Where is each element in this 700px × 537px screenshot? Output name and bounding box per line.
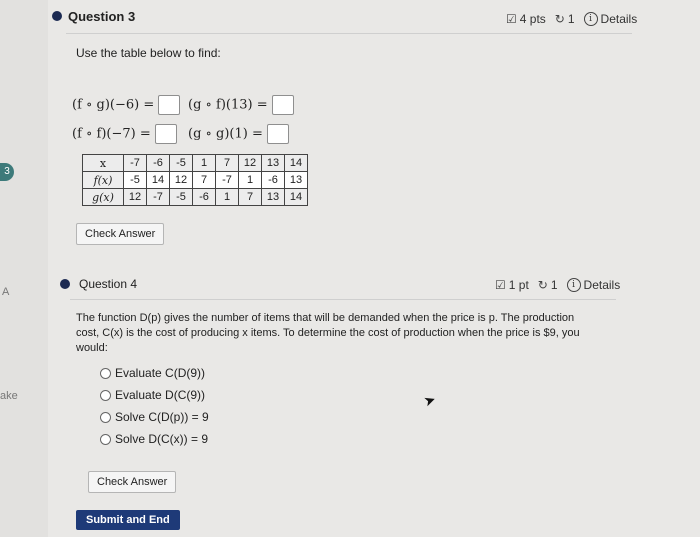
info-icon[interactable]: i xyxy=(584,12,598,26)
prompt-line: cost, C(x) is the cost of producing x items. To determine the cost of production when the price is $9, you xyxy=(76,327,580,339)
attempts-icon: ↻ xyxy=(554,12,565,26)
table-header-cell: g(x) xyxy=(83,189,124,206)
option-label: Solve C(D(p)) = 9 xyxy=(115,410,209,424)
check-answer-button-q4[interactable]: Check Answer xyxy=(88,471,176,493)
mouse-cursor-icon: ➤ xyxy=(421,390,438,410)
expression-gof xyxy=(188,95,294,115)
table-cell: -6 xyxy=(147,155,170,172)
question-3-prompt: Use the table below to find: xyxy=(76,46,221,60)
question-3-meta xyxy=(506,12,637,26)
table-cell: -6 xyxy=(193,189,216,206)
expression-fog xyxy=(72,95,180,115)
info-icon[interactable]: i xyxy=(567,278,581,292)
table-cell: 14 xyxy=(285,155,308,172)
table-cell: -6 xyxy=(262,172,285,189)
attempts-label: 1 xyxy=(567,12,575,26)
divider xyxy=(70,299,616,300)
expression-text: (f ∘ f)(−7) = xyxy=(72,126,151,142)
table-header-cell: x xyxy=(83,155,124,172)
table-cell: 12 xyxy=(170,172,193,189)
table-cell: 13 xyxy=(262,189,285,206)
points-checkbox-icon: ☑ xyxy=(495,278,506,292)
expression-text: (g ∘ g)(1) = xyxy=(188,126,263,142)
attempts-icon: ↻ xyxy=(537,278,548,292)
left-edge-strip xyxy=(0,0,48,537)
table-cell: 1 xyxy=(193,155,216,172)
table-cell: 14 xyxy=(285,189,308,206)
table-header-cell: f(x) xyxy=(83,172,124,189)
submit-and-end-button[interactable]: Submit and End xyxy=(76,510,180,530)
expression-gog xyxy=(188,124,289,144)
details-link[interactable]: Details xyxy=(583,278,621,292)
table-cell: 7 xyxy=(239,189,262,206)
expression-text: (g ∘ f)(13) = xyxy=(188,97,268,113)
question-3-title: Question 3 xyxy=(68,9,136,24)
option-label: Evaluate D(C(9)) xyxy=(115,388,206,402)
radio-button[interactable] xyxy=(100,390,111,401)
question-4-meta xyxy=(495,278,620,292)
table-cell: 1 xyxy=(239,172,262,189)
check-answer-button-q3[interactable]: Check Answer xyxy=(76,223,164,245)
option-evaluate-d-of-c[interactable] xyxy=(100,388,205,402)
option-label: Solve D(C(x)) = 9 xyxy=(115,432,209,446)
edge-text: A xyxy=(2,286,10,298)
table-cell: 12 xyxy=(124,189,147,206)
prompt-line: would: xyxy=(76,342,108,354)
question-bullet xyxy=(52,11,62,21)
question-number-badge[interactable]: 3 xyxy=(0,163,14,181)
table-cell: 7 xyxy=(193,172,216,189)
option-solve-d-of-c[interactable] xyxy=(100,432,208,446)
table-row xyxy=(83,155,308,172)
table-cell: -5 xyxy=(170,155,193,172)
answer-input-fog[interactable] xyxy=(158,95,180,115)
option-label: Evaluate C(D(9)) xyxy=(115,366,206,380)
points-label: 1 pt xyxy=(508,278,529,292)
question-bullet xyxy=(60,279,70,289)
table-row xyxy=(83,189,308,206)
question-4-title: Question 4 xyxy=(79,277,138,291)
table-cell: -7 xyxy=(147,189,170,206)
table-cell: 12 xyxy=(239,155,262,172)
table-cell: -5 xyxy=(124,172,147,189)
details-link[interactable]: Details xyxy=(600,12,638,26)
table-cell: 13 xyxy=(262,155,285,172)
answer-input-fof[interactable] xyxy=(155,124,177,144)
table-cell: 7 xyxy=(216,155,239,172)
expression-text: (f ∘ g)(−6) = xyxy=(72,97,155,113)
table-cell: -7 xyxy=(216,172,239,189)
radio-button[interactable] xyxy=(100,434,111,445)
points-label: 4 pts xyxy=(519,12,546,26)
table-cell: 14 xyxy=(147,172,170,189)
table-row xyxy=(83,172,308,189)
points-checkbox-icon: ☑ xyxy=(506,12,517,26)
table-cell: -7 xyxy=(124,155,147,172)
table-cell: -5 xyxy=(170,189,193,206)
radio-button[interactable] xyxy=(100,368,111,379)
option-evaluate-c-of-d[interactable] xyxy=(100,366,205,380)
divider xyxy=(66,33,632,34)
option-solve-c-of-d[interactable] xyxy=(100,410,209,424)
table-cell: 13 xyxy=(285,172,308,189)
prompt-line: The function D(p) gives the number of items that will be demanded when the price is p. The production xyxy=(76,312,575,324)
attempts-label: 1 xyxy=(550,278,558,292)
answer-input-gog[interactable] xyxy=(267,124,289,144)
answer-input-gof[interactable] xyxy=(272,95,294,115)
expression-fof xyxy=(72,124,177,144)
radio-button[interactable] xyxy=(100,412,111,423)
question-4-prompt xyxy=(76,311,616,356)
edge-text: ake xyxy=(0,390,18,402)
function-table xyxy=(82,154,308,206)
table-cell: 1 xyxy=(216,189,239,206)
